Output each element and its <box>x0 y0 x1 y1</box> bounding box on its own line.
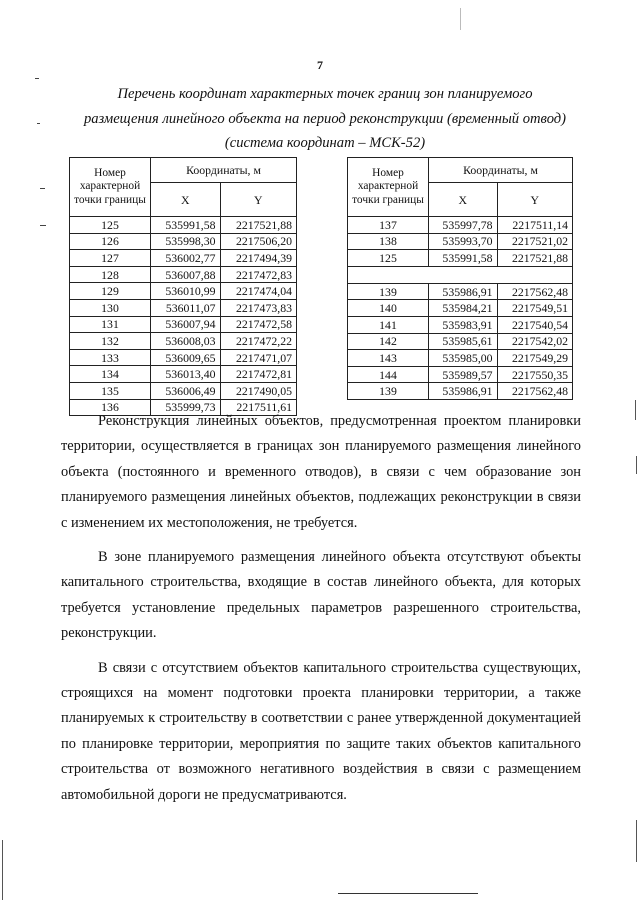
cell-x: 535991,58 <box>151 217 221 234</box>
table-row <box>348 333 573 350</box>
header-point: Номер характерной точки границы <box>70 158 151 217</box>
cell-y: 2217472,81 <box>220 366 296 383</box>
signature-line <box>338 893 478 894</box>
header-coords: Координаты, м <box>151 158 297 183</box>
header-point: Номер характерной точки границы <box>348 158 429 217</box>
cell-x: 536013,40 <box>151 366 221 383</box>
scan-mark <box>636 820 637 862</box>
header-y: Y <box>497 183 572 217</box>
cell-x: 535986,91 <box>429 383 498 400</box>
coordinates-table-left <box>69 157 297 416</box>
table-row <box>348 233 573 250</box>
cell-x: 535997,78 <box>429 217 498 234</box>
table-row <box>70 349 297 366</box>
paragraph: В связи с отсутствием объектов капитального строительства существующих, строящихся на момент подготовки проекта планировки территории, а также планируемых к строительству в соответствии с ранее утвержденной документацией по планировке территории, мероприятия по защите таких объектов капитального строительства от возможного негативного воздействия в связи с размещением автомобильной дороги не предусматриваются. <box>61 659 581 803</box>
cell-point: 136 <box>70 399 151 416</box>
table-row <box>348 217 573 234</box>
scan-mark <box>35 78 39 79</box>
table-row <box>348 250 573 267</box>
cell-point: 125 <box>70 217 151 234</box>
cell-y: 2217549,51 <box>497 300 572 317</box>
title-line-1: Перечень координат характерных точек границ зон планируемого <box>117 86 533 102</box>
cell-y: 2217562,48 <box>497 383 572 400</box>
cell-x: 535998,30 <box>151 233 221 250</box>
cell-y: 2217550,35 <box>497 366 572 383</box>
cell-x: 535999,73 <box>151 399 221 416</box>
cell-x: 535984,21 <box>429 300 498 317</box>
cell-point: 144 <box>348 366 429 383</box>
cell-y: 2217562,48 <box>497 283 572 300</box>
cell-y: 2217506,20 <box>220 233 296 250</box>
cell-point: 137 <box>348 217 429 234</box>
cell-x: 535991,58 <box>429 250 498 267</box>
cell-x: 536006,49 <box>151 382 221 399</box>
cell-y: 2217521,02 <box>497 233 572 250</box>
cell-x: 535983,91 <box>429 316 498 333</box>
cell-y: 2217471,07 <box>220 349 296 366</box>
cell-x: 535993,70 <box>429 233 498 250</box>
cell-x: 535986,91 <box>429 283 498 300</box>
scan-mark <box>37 123 40 124</box>
table-row <box>348 366 573 383</box>
cell-y: 2217521,88 <box>497 250 572 267</box>
document-title <box>70 82 580 156</box>
table-row <box>348 283 573 300</box>
cell-point: 142 <box>348 333 429 350</box>
cell-x: 535985,61 <box>429 333 498 350</box>
cell-point: 132 <box>70 333 151 350</box>
cell-x: 536008,03 <box>151 333 221 350</box>
cell-point: 128 <box>70 266 151 283</box>
paragraph: В зоне планируемого размещения линейного объекта отсутствуют объекты капитального строительства, входящие в состав линейного объекта, для которых требуется установление предельных параметров разрешенного строительства, реконструкции. <box>61 549 581 642</box>
cell-y: 2217540,54 <box>497 316 572 333</box>
cell-y: 2217472,83 <box>220 266 296 283</box>
page-number: 7 <box>317 58 323 72</box>
cell-point: 139 <box>348 383 429 400</box>
paragraph: Реконструкция линейных объектов, предусмотренная проектом планировки территории, осуществляется в границах зон планируемого размещения линейного объекта (постоянного и временного отводов), в связи с чем образование зон планируемого размещения линейных объектов, подлежащих реконструкции в связи с изменением их местоположения, не требуется. <box>61 413 581 531</box>
cell-y: 2217511,61 <box>220 399 296 416</box>
scan-mark <box>636 456 637 474</box>
cell-point: 129 <box>70 283 151 300</box>
table-row <box>70 283 297 300</box>
cell-y: 2217549,29 <box>497 350 572 367</box>
cell-y: 2217542,02 <box>497 333 572 350</box>
scan-mark <box>2 840 3 900</box>
cell-point: 139 <box>348 283 429 300</box>
cell-y: 2217490,05 <box>220 382 296 399</box>
header-x: X <box>151 183 221 217</box>
cell-x: 536007,94 <box>151 316 221 333</box>
header-x: X <box>429 183 498 217</box>
cell-x: 536011,07 <box>151 299 221 316</box>
coordinates-table-right <box>347 157 573 400</box>
cell-y: 2217474,04 <box>220 283 296 300</box>
table-row <box>70 250 297 267</box>
body-text <box>61 409 581 808</box>
cell-y: 2217472,22 <box>220 333 296 350</box>
scan-mark <box>460 8 461 30</box>
table-row <box>70 366 297 383</box>
table-row <box>70 316 297 333</box>
table-row <box>348 350 573 367</box>
cell-point: 125 <box>348 250 429 267</box>
table-row <box>70 233 297 250</box>
cell-point: 134 <box>70 366 151 383</box>
scan-mark <box>40 188 45 189</box>
cell-x: 535985,00 <box>429 350 498 367</box>
cell-x: 536007,88 <box>151 266 221 283</box>
scan-mark <box>635 400 636 420</box>
cell-point: 140 <box>348 300 429 317</box>
table-row <box>70 382 297 399</box>
header-coords: Координаты, м <box>429 158 573 183</box>
cell-point: 127 <box>70 250 151 267</box>
cell-x: 536010,99 <box>151 283 221 300</box>
title-line-2: размещения линейного объекта на период реконструкции (временный отвод) <box>83 110 567 127</box>
cell-y: 2217473,83 <box>220 299 296 316</box>
table-row <box>348 316 573 333</box>
cell-y: 2217472,58 <box>220 316 296 333</box>
cell-point: 138 <box>348 233 429 250</box>
cell-x: 536002,77 <box>151 250 221 267</box>
cell-y: 2217494,39 <box>220 250 296 267</box>
scan-mark <box>40 225 46 226</box>
cell-x: 536009,65 <box>151 349 221 366</box>
table-row <box>70 217 297 234</box>
cell-point: 133 <box>70 349 151 366</box>
table-gap-row <box>348 266 573 283</box>
cell-point: 143 <box>348 350 429 367</box>
table-row <box>70 266 297 283</box>
header-y: Y <box>220 183 296 217</box>
cell-point: 126 <box>70 233 151 250</box>
table-row <box>70 333 297 350</box>
cell-point: 141 <box>348 316 429 333</box>
cell-y: 2217511,14 <box>497 217 572 234</box>
table-row <box>70 299 297 316</box>
title-line-3: (система координат – МСК-52) <box>224 135 426 151</box>
table-row <box>348 300 573 317</box>
cell-point: 130 <box>70 299 151 316</box>
cell-x: 535989,57 <box>429 366 498 383</box>
table-row <box>348 383 573 400</box>
cell-y: 2217521,88 <box>220 217 296 234</box>
cell-point: 135 <box>70 382 151 399</box>
empty-cell <box>348 266 573 283</box>
cell-point: 131 <box>70 316 151 333</box>
